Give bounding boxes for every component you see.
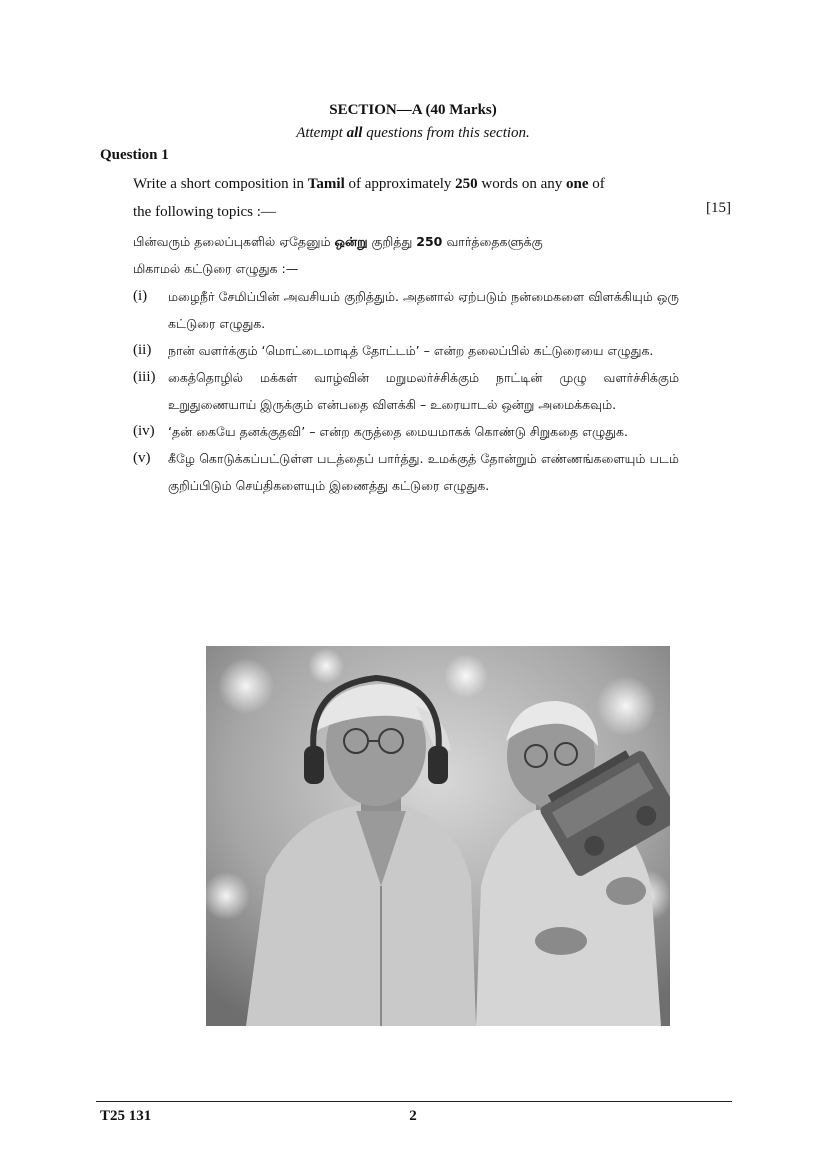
topic-list <box>133 283 679 499</box>
page-number: 2 <box>409 1108 417 1124</box>
footer-divider <box>96 1101 732 1102</box>
section-title: SECTION—A (40 Marks) <box>329 102 497 118</box>
elderly-couple-photo <box>206 646 670 1026</box>
english-instruction: Write a short composition in Tamil of approximately 250 words on any one of the following topics :— <box>133 176 605 220</box>
topic-item: (v) கீழே கொடுக்கப்பட்டுள்ள படத்தைப் பார்த்து. உமக்குத் தோன்றும் எண்ணங்களையும் படம் குறிப்பிடும் செய்திகளையும் இணைத்து கட்டுரை எழுதுக. <box>133 450 679 493</box>
topic-item: (ii) நான் வளர்க்கும் ‘மொட்டைமாடித் தோட்டம்’ – என்ற தலைப்பில் கட்டுரையை எழுதுக. <box>133 342 654 358</box>
topic-item: (iii) கைத்தொழில் மக்கள் வாழ்வின் மறுமலர்ச்சிக்கும் நாட்டின் முழு வளர்ச்சிக்கும் உறுதுணையாய் இருக்கும் என்பதை விளக்கி – உரையாடல் ஒன்று அமைக்கவும். <box>133 369 679 412</box>
topic-item: (i) மழைநீர் சேமிப்பின் அவசியம் குறித்தும். அதனால் ஏற்படும் நன்மைகளை விளக்கியும் ஒரு கட்டுரை எழுதுக. <box>133 288 679 331</box>
paper-code: T25 131 <box>100 1108 152 1124</box>
marks-label: [15] <box>706 200 731 216</box>
section-subtitle: Attempt all questions from this section. <box>296 125 530 141</box>
question-label: Question 1 <box>100 147 169 163</box>
tamil-instruction: பின்வரும் தலைப்புகளில் ஏதேனும் ஒன்று குறித்து 250 வார்த்தைகளுக்கு மிகாமல் கட்டுரை எழுதுக :— <box>133 234 543 276</box>
topic-item: (iv) ‘தன் கையே தனக்குதவி’ – என்ற கருத்தை மையமாகக் கொண்டு சிறுகதை எழுதுக. <box>133 423 628 439</box>
